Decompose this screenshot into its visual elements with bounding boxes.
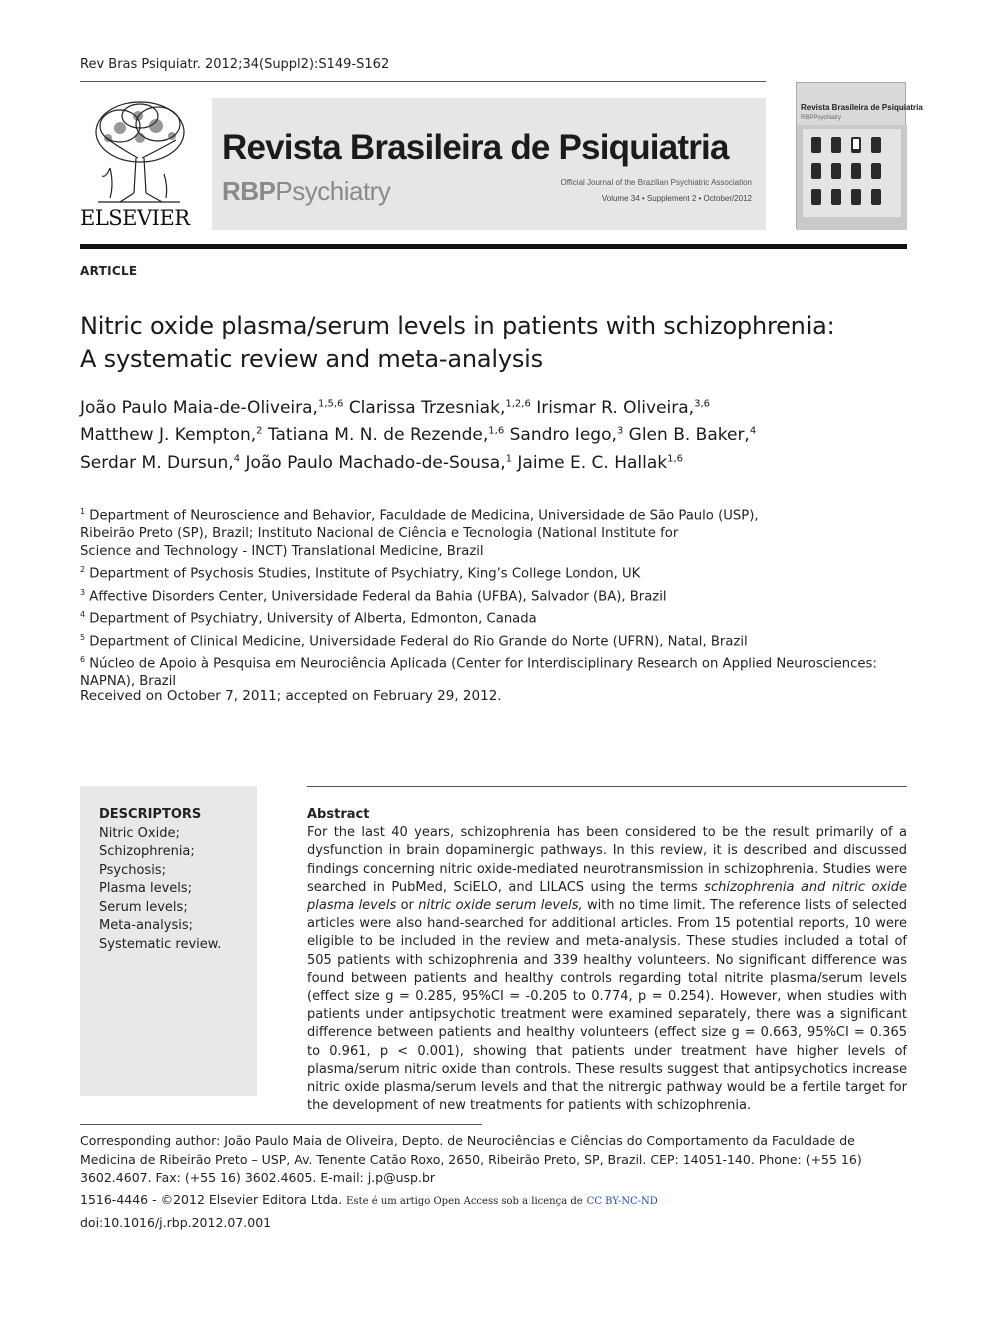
descriptors-box: [80, 786, 257, 1096]
descriptor-item: Nitric Oxide;: [99, 825, 180, 841]
affiliation-2: $^2$ Department of Psychosis Studies, Institute of Psychiatry, King’s College London, UK: [80, 565, 641, 582]
elsevier-logo: [80, 98, 198, 234]
journal-cover-thumbnail: [796, 82, 923, 229]
descriptor-item: Psychosis;: [99, 862, 166, 878]
abstract: [307, 806, 907, 1115]
issn-text: 1516-4446 - ©2012 Elsevier Editora Ltda.: [80, 1192, 343, 1207]
abstract-text-2: with no time limit. The reference lists of selected articles were also hand-searched for additional articles. From 15 potential reports, 10 were eligible to be included in the review and meta-analysis. These studies included a total of 505 patients with schizophrenia and 339 healthy volunteers. No significant difference was found between patients and healthy controls regarding total nitrite plasma/serum levels (effect size g = 0.285, 95%CI = -0.205 to 0.774, p = 0.254). However, when studies with patients under antipsychotic treatment were examined separately, there was a significant difference between patients and healthy volunteers (effect size g = 0.663, 95%CI = 0.365 to 0.961, p < 0.001), showing that patients under treatment have higher levels of plasma/serum nitric oxide than controls. These results suggest that antipsychotics increase nitric oxide plasma/serum levels and that the nitrergic pathway would be a fertile target for the development of new treatments for patients with schizophrenia.: [307, 898, 907, 1114]
author: Tatiana M. N. de Rezende,$^{1,6}$: [267, 425, 505, 446]
affiliation-3: $^3$ Affective Disorders Center, Universidade Federal da Bahia (UFBA), Salvador (BA), Brazil: [80, 587, 667, 605]
descriptor-item: Meta-analysis;: [99, 918, 193, 933]
author: Matthew J. Kempton,$^2$: [80, 425, 263, 446]
affiliation-4: $^4$ Department of Psychiatry, University of Alberta, Edmonton, Canada: [80, 610, 537, 627]
abstract-rule: [307, 786, 907, 787]
volume-line: Volume 34 • Supplement 2 • October/2012: [601, 194, 752, 203]
doi[interactable]: doi:10.1016/j.rbp.2012.07.001: [80, 1215, 272, 1230]
author: Glen B. Baker,$^4$: [628, 425, 757, 446]
journal-banner: [212, 98, 766, 230]
descriptor-item: Serum levels;: [99, 899, 188, 915]
affiliation-6-cont: NAPNA), Brazil: [80, 674, 177, 690]
cover-title: Revista Brasileira de Psiquiatria: [801, 103, 923, 112]
article-title: Nitric oxide plasma/serum levels in patients with schizophrenia: A systematic review and meta-analysis: [80, 312, 835, 373]
abstract-heading: Abstract: [307, 807, 370, 822]
footnote-rule: [80, 1124, 482, 1125]
affiliation-1-cont: Science and Technology - INCT) Translational Medicine, Brazil: [80, 544, 484, 560]
author: Sandro Iego,$^3$: [509, 425, 624, 446]
corresponding-author: Corresponding author: João Paulo Maia de Oliveira, Depto. de Neurociências e Ciências do Comportamento da Faculdade de Medicina de Ribeirão Preto – USP, Av. Tenente Catão Roxo, 2650, Ribeirão Preto, SP, Brazil. CEP: 14051-140. Phone: (+55 16) 3602.4607. Fax: (+55 16) 3602.4605. E-mail: j.p@usp.br: [80, 1133, 862, 1185]
descriptor-item: Schizophrenia;: [99, 844, 195, 859]
author: João Paulo Machado-de-Sousa,$^1$: [245, 452, 512, 473]
descriptors-heading: DESCRIPTORS: [99, 807, 202, 822]
rbp-bold: RBP: [222, 176, 276, 206]
journal-citation: Rev Bras Psiquiatr. 2012;34(Suppl2):S149-S162: [80, 57, 390, 72]
abstract-term-2: nitric oxide serum levels,: [418, 898, 583, 914]
issn-copyright: [80, 1192, 658, 1207]
author: João Paulo Maia-de-Oliveira,$^{1,5,6}$: [80, 397, 344, 418]
author: Serdar M. Dursun,$^4$: [80, 452, 241, 473]
descriptor-item: Plasma levels;: [99, 881, 193, 896]
abstract-text-1: For the last 40 years, schizophrenia has been considered to be the result primarily of a dysfunction in brain dopaminergic pathways. In this review, it is described and discussed findings concerning nitric oxide-mediated neurotransmission in schizophrenia. Studies were searched in PubMed, SciELO, and LILACS using the terms: [307, 825, 907, 895]
abstract-or: or: [396, 898, 419, 914]
descriptor-item: Systematic review.: [99, 936, 222, 952]
rbp-light: Psychiatry: [275, 176, 391, 206]
author-list: [80, 392, 900, 475]
header-rule: [80, 81, 766, 82]
affiliations: [80, 503, 910, 691]
author: Jaime E. C. Hallak$^{1,6}$: [517, 452, 684, 473]
cover-subtitle: RBPPsychiatry: [801, 115, 842, 121]
author: Irismar R. Oliveira,$^{3,6}$: [536, 397, 710, 418]
abstract-term-1: schizophrenia and nitric oxide plasma levels: [307, 879, 907, 914]
rbp-psychiatry-logo: [222, 176, 390, 207]
elsevier-tree-icon: [80, 98, 196, 206]
license-link[interactable]: CC BY-NC-ND: [586, 1196, 658, 1207]
license-text: Este é um artigo Open Access sob a licença de: [346, 1196, 583, 1207]
official-journal-line: Official Journal of the Brazilian Psychiatric Association: [560, 178, 752, 187]
cover-art-image: [797, 125, 907, 230]
affiliation-5: $^5$ Department of Clinical Medicine, Universidade Federal do Rio Grande do Norte (UFRN), Natal, Brazil: [80, 632, 748, 649]
affiliation-6: $^6$ Núcleo de Apoio à Pesquisa em Neurociência Aplicada (Center for Interdisciplinary Research on Applied Neurosciences:: [80, 654, 877, 672]
article-type-label: ARTICLE: [80, 264, 138, 278]
journal-title: Revista Brasileira de Psiquiatria: [222, 128, 729, 167]
received-dates: Received on October 7, 2011; accepted on February 29, 2012.: [80, 688, 502, 704]
affiliation-1-cont: Ribeirão Preto (SP), Brazil; Instituto Nacional de Ciência e Tecnologia (National Institute for: [80, 526, 679, 542]
elsevier-wordmark: ELSEVIER: [80, 206, 190, 230]
header-thick-rule: [80, 244, 907, 249]
affiliation-1: $^1$ Department of Neuroscience and Behavior, Faculdade de Medicina, Universidade de São Paulo (USP),: [80, 507, 759, 524]
author: Clarissa Trzesniak,$^{1,2,6}$: [348, 397, 531, 418]
